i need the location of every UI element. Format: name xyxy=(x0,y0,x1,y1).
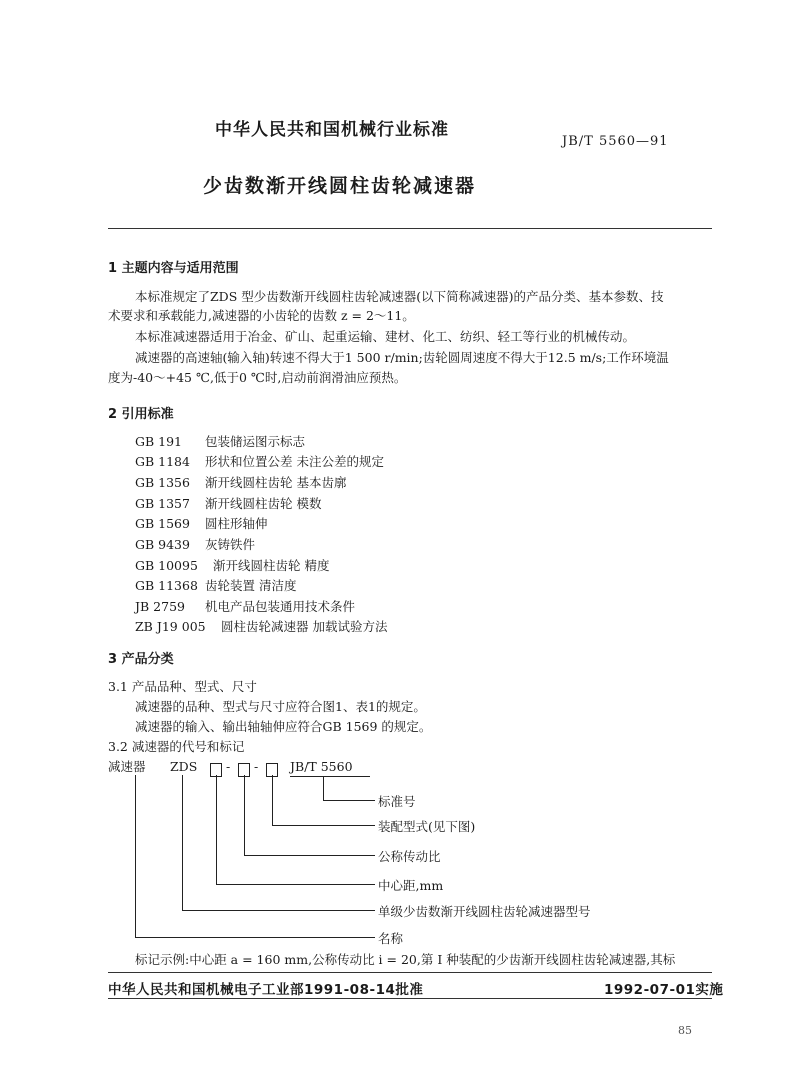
leader-line xyxy=(244,775,245,855)
section-3-1-paragraph-1: 减速器的品种、型式与尺寸应符合图1、表1的规定。 xyxy=(135,699,426,714)
standard-item-name: 形状和位置公差 未注公差的规定 xyxy=(205,454,384,469)
section-1-paragraph-2: 本标准减速器适用于冶金、矿山、起重运输、建材、化工、纺织、轻工等行业的机械传动。 xyxy=(135,329,636,344)
list-item xyxy=(135,556,329,574)
section-1-paragraph-1-line-2: 术要求和承载能力,减速器的小齿轮的齿数 z = 2～11。 xyxy=(108,308,415,323)
document-title: 少齿数渐开线圆柱齿轮减速器 xyxy=(203,175,477,197)
leader-line xyxy=(216,884,375,885)
standard-item-code: GB 9439 xyxy=(135,537,190,552)
leader-line xyxy=(272,825,375,826)
label-standard-number: 标准号 xyxy=(378,794,416,809)
standard-item-name: 圆柱齿轮减速器 加载试验方法 xyxy=(221,619,388,634)
standard-item-code: GB 1569 xyxy=(135,516,190,531)
page-number: 85 xyxy=(678,1024,692,1037)
leader-line xyxy=(216,775,217,884)
label-center-distance: 中心距,mm xyxy=(378,878,444,893)
standard-item-name: 渐开线圆柱齿轮 精度 xyxy=(213,558,330,573)
section-3-2-heading: 3.2 减速器的代号和标记 xyxy=(108,739,245,754)
standard-item-name: 机电产品包装通用技术条件 xyxy=(205,599,356,614)
footer-divider xyxy=(108,972,712,973)
list-item xyxy=(135,617,387,635)
designation-model: ZDS xyxy=(170,759,198,774)
title-divider xyxy=(108,228,712,229)
leader-line xyxy=(182,910,375,911)
section-3-1-paragraph-2: 减速器的输入、输出轴轴伸应符合GB 1569 的规定。 xyxy=(135,719,432,734)
designation-separator: - xyxy=(254,759,259,774)
label-nominal-ratio: 公称传动比 xyxy=(378,849,441,864)
standard-item-code: GB 10095 xyxy=(135,558,198,573)
designation-separator: - xyxy=(226,759,231,774)
footer-bottom-rule xyxy=(108,998,712,999)
section-1-paragraph-3-line-1: 减速器的高速轴(输入轴)转速不得大于1 500 r/min;齿轮圆周速度不得大于12.5 m/s;工作环境温 xyxy=(135,350,669,365)
standard-item-code: GB 1356 xyxy=(135,475,190,490)
standard-item-name: 齿轮装置 清洁度 xyxy=(205,578,297,593)
leader-line xyxy=(323,777,324,800)
standard-code: JB/T 5560—91 xyxy=(562,134,669,149)
label-assembly-type: 装配型式(见下图) xyxy=(378,819,476,834)
implementation-date: 1992-07-01实施 xyxy=(604,982,724,998)
standard-item-code: JB 2759 xyxy=(135,599,185,614)
section-1-heading: 1 主题内容与适用范围 xyxy=(108,261,239,276)
label-model: 单级少齿数渐开线圆柱齿轮减速器型号 xyxy=(378,904,591,919)
standard-item-code: ZB J19 005 xyxy=(135,619,206,634)
standard-item-name: 渐开线圆柱齿轮 基本齿廓 xyxy=(205,475,347,490)
list-item xyxy=(135,514,268,532)
list-item xyxy=(135,473,346,491)
list-item xyxy=(135,576,296,594)
approval-line: 中华人民共和国机械电子工业部1991-08-14批准 xyxy=(108,982,424,998)
list-item xyxy=(135,597,355,615)
list-item xyxy=(135,494,321,512)
section-3-1-heading: 3.1 产品品种、型式、尺寸 xyxy=(108,679,257,694)
leader-line xyxy=(244,855,375,856)
leader-line xyxy=(135,937,375,938)
list-item xyxy=(135,535,255,553)
leader-line xyxy=(323,800,375,801)
list-item xyxy=(135,452,384,470)
leader-line xyxy=(135,775,136,937)
standard-item-code: GB 1357 xyxy=(135,496,190,511)
label-name: 名称 xyxy=(378,931,404,946)
standard-item-name: 渐开线圆柱齿轮 模数 xyxy=(205,496,322,511)
standard-item-name: 包装储运图示标志 xyxy=(205,434,306,449)
section-1-paragraph-1-line-1: 本标准规定了ZDS 型少齿数渐开线圆柱齿轮减速器(以下简称减速器)的产品分类、基本参数、技 xyxy=(135,289,664,304)
standard-item-code: GB 1184 xyxy=(135,454,190,469)
standard-item-code: GB 191 xyxy=(135,434,183,449)
section-3-heading: 3 产品分类 xyxy=(108,652,174,667)
leader-line xyxy=(182,775,183,910)
marking-example: 标记示例:中心距 a = 160 mm,公称传动比 i = 20,第 I 种装配的少齿渐开线圆柱齿轮减速器,其标 xyxy=(135,952,676,967)
designation-standard: JB/T 5560 xyxy=(290,759,353,774)
standard-underline xyxy=(290,776,370,777)
standard-item-name: 圆柱形轴伸 xyxy=(205,516,268,531)
standard-item-name: 灰铸铁件 xyxy=(205,537,256,552)
designation-prefix: 减速器 xyxy=(108,759,146,774)
issuer-title: 中华人民共和国机械行业标准 xyxy=(215,120,449,140)
leader-line xyxy=(272,775,273,825)
list-item xyxy=(135,432,305,450)
section-2-heading: 2 引用标准 xyxy=(108,407,174,422)
standard-item-code: GB 11368 xyxy=(135,578,198,593)
section-1-paragraph-3-line-2: 度为-40～+45 ℃,低于0 ℃时,启动前润滑油应预热。 xyxy=(108,370,407,385)
